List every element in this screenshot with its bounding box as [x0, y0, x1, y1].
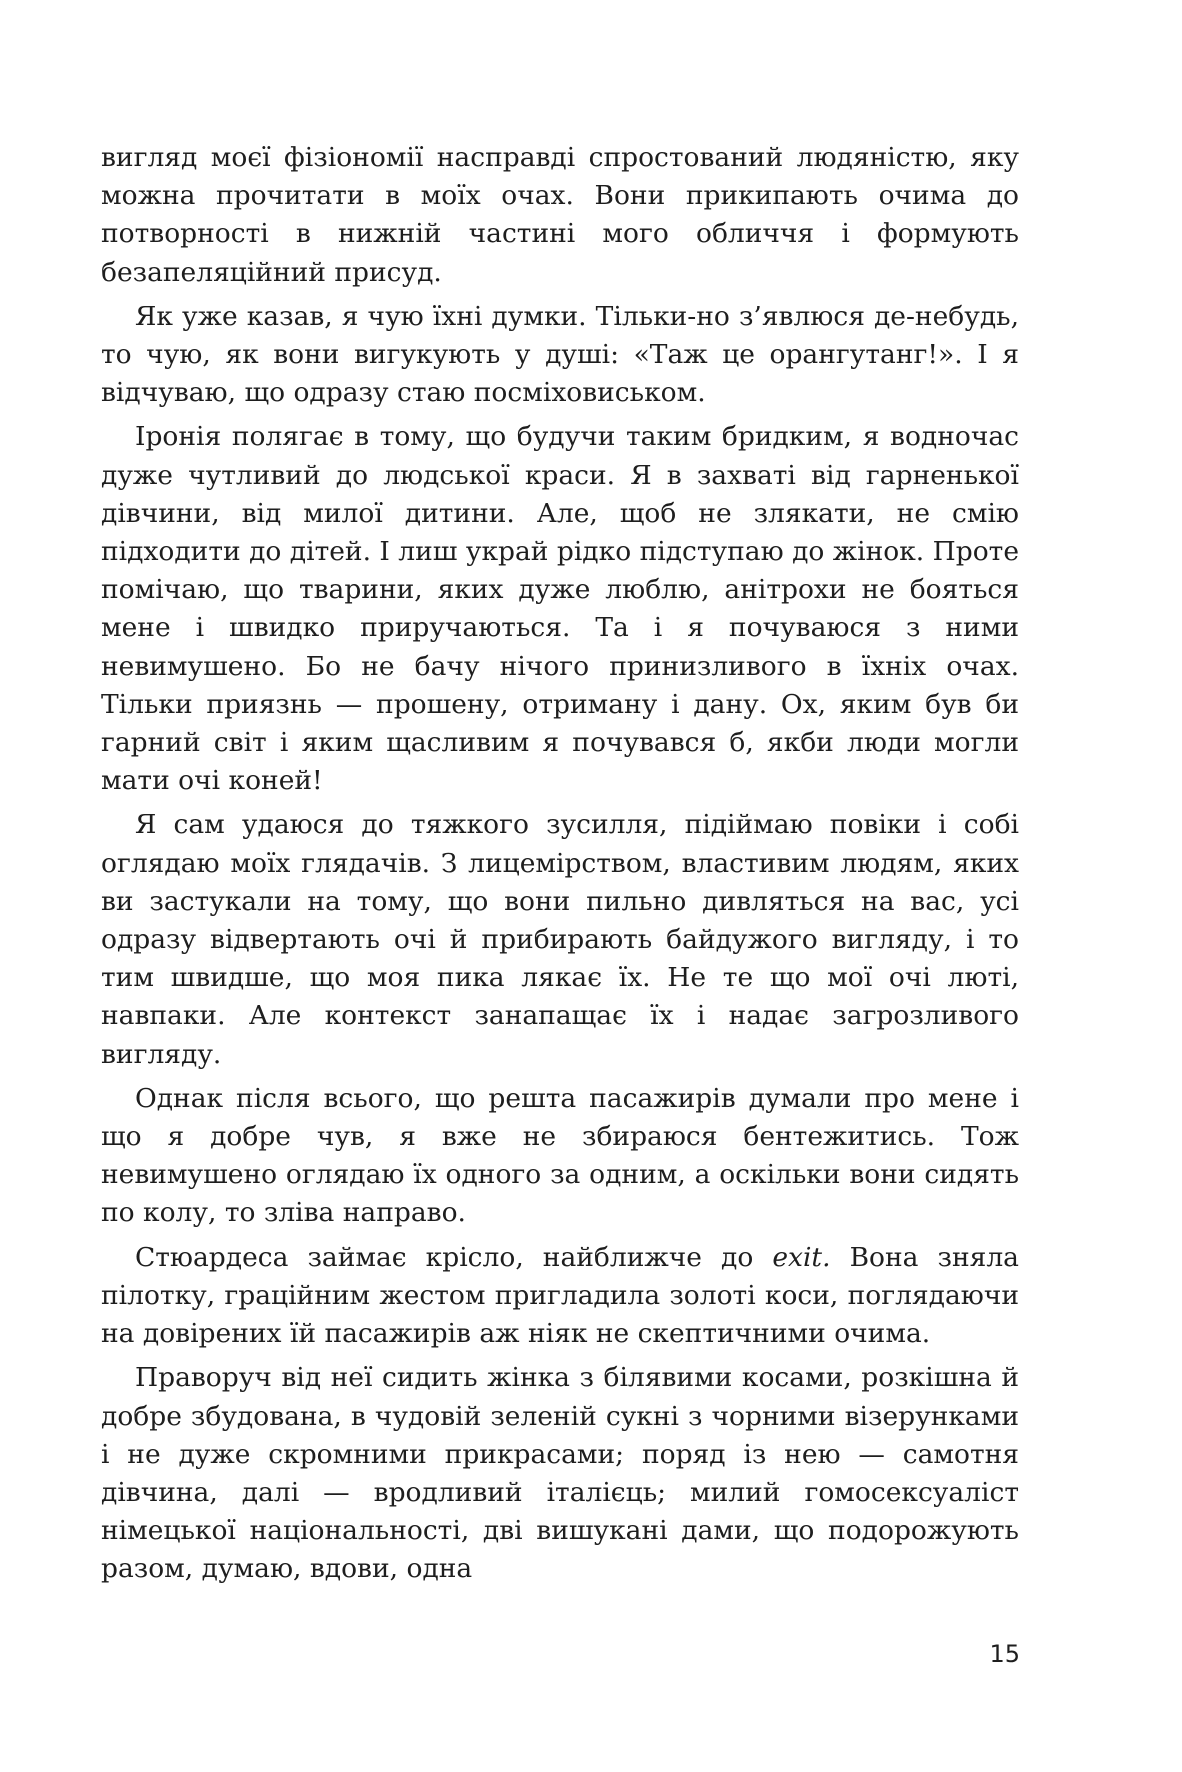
paragraph-6-italic-exit: exit. [772, 1241, 831, 1273]
paragraph-1: вигляд моєї фізіономії насправді спростований людяністю, яку можна прочитати в моїх очах. Вони прикипають очима до потворності в нижній частині мого обличчя і формують безапеляційний присуд. [101, 142, 1019, 288]
body-text [101, 139, 1019, 1595]
paragraph-5: Однак після всього, що решта пасажирів думали про мене і що я добре чув, я вже не збираюся бентежитись. Тож невимушено оглядаю їх одного за одним, а оскільки вони сидять по колу, то зліва направо. [101, 1082, 1019, 1229]
paragraph-7: Праворуч від неї сидить жінка з білявими косами, розкішна й добре збудована, в чудовій зеленій сукні з чорними візерунками і не дуже скромними прикрасами; поряд із нею — самотня дівчина, далі — вродливий італієць; милий гомосексуаліст німецької національності, дві вишукані дами, що подорожують разом, думаю, вдови, одна [101, 1362, 1019, 1585]
page-number: 15 [989, 1640, 1020, 1668]
paragraph-6-text-after: Вона зняла пілотку, граційним жестом пригладила золоті коси, поглядаючи на довірених їй пасажирів аж ніяк не скептичними очима. [101, 1241, 1019, 1350]
paragraph-3: Іронія полягає в тому, що будучи таким бридким, я водночас дуже чутливий до людської краси. Я в захваті від гарненької дівчини, від милої дитини. Але, щоб не злякати, не смію підходити до дітей. І лиш украй рідко підступаю до жінок. Проте помічаю, що тварини, яких дуже люблю, анітрохи не бояться мене і швидко приручаються. Та і я почуваюся з ними невимушено. Бо не бачу нічого принизливого в їхніх очах. Тільки приязнь — прошену, отриману і дану. Ох, яким був би гарний світ і яким щасливим я почувався б, якби люди могли мати очі коней! [101, 421, 1020, 797]
paragraph-4: Я сам удаюся до тяжкого зусилля, підіймаю повіки і собі оглядаю моїх глядачів. З лицемірством, властивим людям, яких ви застукали на тому, що вони пильно дивляться на вас, усі одразу відвертають очі й прибирають байдужого вигляду, і то тим швидше, що моя пика лякає їх. Не те що мої очі люті, навпаки. Але контекст занапащає їх і надає загрозливого вигляду. [101, 809, 1019, 1070]
paragraph-6-text-before: Стюардеса займає крісло, найближче до [135, 1241, 773, 1273]
paragraph-2: Як уже казав, я чую їхні думки. Тільки-но з’явлюся де-небудь, то чую, як вони вигукують у душі: «Таж це орангутанг!». І я відчуваю, що одразу стаю посміховиськом. [101, 300, 1019, 409]
paragraph-6 [101, 1239, 1019, 1354]
